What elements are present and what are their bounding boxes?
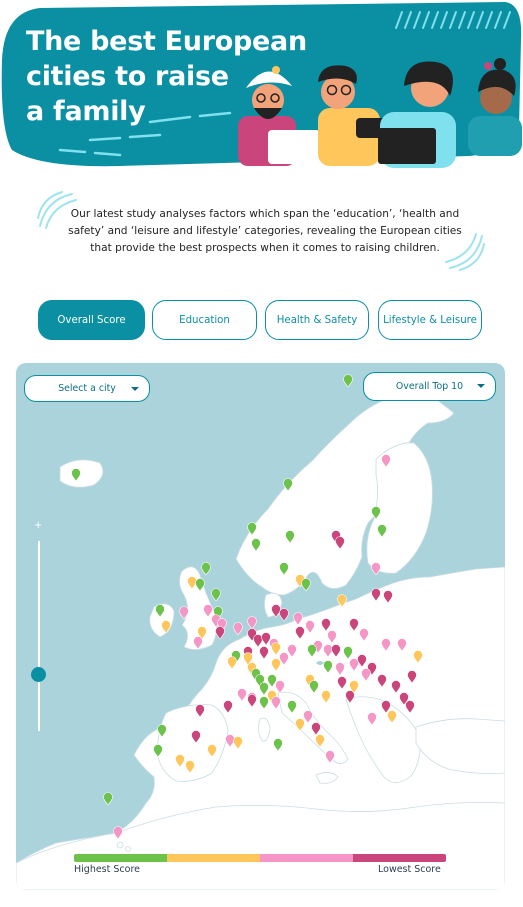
map-pin-icon[interactable] bbox=[382, 455, 391, 468]
map-pin-icon[interactable] bbox=[294, 613, 303, 626]
map-pin-icon[interactable] bbox=[338, 677, 347, 690]
ranking-select-dropdown[interactable] bbox=[363, 372, 496, 401]
map-pin-icon[interactable] bbox=[398, 639, 407, 652]
map-pin-icon[interactable] bbox=[204, 605, 213, 618]
map-pin-icon[interactable] bbox=[328, 631, 337, 644]
map-pin-icon[interactable] bbox=[288, 645, 297, 658]
chevron-down-icon bbox=[131, 387, 139, 391]
map-pin-icon[interactable] bbox=[408, 671, 417, 684]
map-pin-icon[interactable] bbox=[358, 655, 367, 668]
ranking-select-label: Overall Top 10 bbox=[395, 381, 464, 392]
chevron-down-icon bbox=[477, 384, 485, 388]
map-pin-icon[interactable] bbox=[382, 639, 391, 652]
map-pin-icon[interactable] bbox=[104, 793, 113, 806]
legend-color-green bbox=[74, 854, 167, 862]
map-pin-icon[interactable] bbox=[372, 507, 381, 520]
europe-map[interactable] bbox=[16, 363, 505, 890]
map-pin-icon[interactable] bbox=[280, 609, 289, 622]
map-pin-icon[interactable] bbox=[274, 739, 283, 752]
zoom-slider-track[interactable] bbox=[38, 541, 40, 731]
map-pin-icon[interactable] bbox=[304, 711, 313, 724]
map-pin-icon[interactable] bbox=[280, 653, 289, 666]
map-pin-icon[interactable] bbox=[312, 723, 321, 736]
map-pin-icon[interactable] bbox=[350, 619, 359, 632]
map-pin-icon[interactable] bbox=[362, 669, 371, 682]
map-pin-icon[interactable] bbox=[226, 735, 235, 748]
map-pin-icon[interactable] bbox=[372, 589, 381, 602]
map-pin-icon[interactable] bbox=[332, 645, 341, 658]
map-pin-icon[interactable] bbox=[196, 705, 205, 718]
map-pin-icon[interactable] bbox=[224, 701, 233, 714]
map-pin-icon[interactable] bbox=[286, 531, 295, 544]
legend-color-pink bbox=[260, 854, 353, 862]
map-pin-icon[interactable] bbox=[162, 621, 171, 634]
map-pin-icon[interactable] bbox=[384, 591, 393, 604]
map-pin-icon[interactable] bbox=[368, 713, 377, 726]
map-pin-icon[interactable] bbox=[306, 621, 315, 634]
map-pin-icon[interactable] bbox=[216, 627, 225, 640]
tab-overall-score[interactable]: Overall Score bbox=[38, 300, 145, 340]
map-pin-icon[interactable] bbox=[372, 563, 381, 576]
map-pin-icon[interactable] bbox=[360, 629, 369, 642]
map-pin-icon[interactable] bbox=[276, 681, 285, 694]
map-pin-icon[interactable] bbox=[176, 755, 185, 768]
map-pin-icon[interactable] bbox=[302, 578, 311, 591]
map-pin-icon[interactable] bbox=[406, 701, 415, 714]
map-pin-icon[interactable] bbox=[350, 659, 359, 672]
map-pin-icon[interactable] bbox=[158, 725, 167, 738]
map-pin-icon[interactable] bbox=[72, 469, 81, 482]
map-pin-icon[interactable] bbox=[262, 633, 271, 646]
city-markers[interactable] bbox=[16, 363, 505, 890]
map-pin-icon[interactable] bbox=[212, 589, 221, 602]
map-pin-icon[interactable] bbox=[228, 657, 237, 670]
score-legend-bar bbox=[74, 854, 446, 862]
map-pin-icon[interactable] bbox=[344, 375, 353, 388]
map-pin-icon[interactable] bbox=[324, 645, 333, 658]
map-pin-icon[interactable] bbox=[192, 731, 201, 744]
legend-color-yellow bbox=[167, 854, 260, 862]
map-pin-icon[interactable] bbox=[284, 479, 293, 492]
map-pin-icon[interactable] bbox=[322, 619, 331, 632]
title-line-2: cities to raise bbox=[26, 61, 229, 92]
map-pin-icon[interactable] bbox=[248, 617, 257, 630]
map-pin-icon[interactable] bbox=[260, 697, 269, 710]
map-pin-icon[interactable] bbox=[194, 637, 203, 650]
tab-lifestyle-leisure[interactable]: Lifestyle & Leisure bbox=[378, 300, 482, 340]
hero-banner bbox=[0, 0, 523, 172]
intro-paragraph bbox=[60, 206, 470, 257]
map-pin-icon[interactable] bbox=[254, 635, 263, 648]
map-pin-icon[interactable] bbox=[186, 761, 195, 774]
map-pin-icon[interactable] bbox=[388, 711, 397, 724]
map-pin-icon[interactable] bbox=[272, 605, 281, 618]
map-pin-icon[interactable] bbox=[154, 745, 163, 758]
legend-color-magenta bbox=[353, 854, 446, 862]
map-pin-icon[interactable] bbox=[344, 647, 353, 660]
map-pin-icon[interactable] bbox=[248, 523, 257, 536]
intro-line-3: that provide the best prospects when it comes to raising children. bbox=[90, 242, 440, 254]
city-select-label: Select a city bbox=[58, 383, 116, 394]
map-pin-icon[interactable] bbox=[272, 659, 281, 672]
map-pin-icon[interactable] bbox=[414, 651, 423, 664]
map-pin-icon[interactable] bbox=[260, 647, 269, 660]
map-pin-icon[interactable] bbox=[196, 579, 205, 592]
map-pin-icon[interactable] bbox=[188, 577, 197, 590]
map-pin-icon[interactable] bbox=[156, 605, 165, 618]
map-pin-icon[interactable] bbox=[252, 539, 261, 552]
intro-line-2: safety’ and ‘leisure and lifestyle’ categories, revealing the European cities bbox=[68, 225, 462, 237]
map-pin-icon[interactable] bbox=[310, 681, 319, 694]
zoom-in-icon[interactable]: + bbox=[34, 520, 43, 531]
map-pin-icon[interactable] bbox=[260, 683, 269, 696]
map-pin-icon[interactable] bbox=[308, 645, 317, 658]
map-pin-icon[interactable] bbox=[234, 737, 243, 750]
map-pin-icon[interactable] bbox=[326, 751, 335, 764]
map-pin-icon[interactable] bbox=[336, 537, 345, 550]
map-pin-icon[interactable] bbox=[248, 695, 257, 708]
map-pin-icon[interactable] bbox=[114, 827, 123, 840]
tab-education[interactable]: Education bbox=[152, 300, 257, 340]
map-pin-icon[interactable] bbox=[238, 689, 247, 702]
city-select-dropdown[interactable] bbox=[24, 375, 150, 402]
map-pin-icon[interactable] bbox=[316, 735, 325, 748]
map-pin-icon[interactable] bbox=[272, 643, 281, 656]
map-pin-icon[interactable] bbox=[234, 623, 243, 636]
map-pin-icon[interactable] bbox=[338, 595, 347, 608]
map-pin-icon[interactable] bbox=[378, 675, 387, 688]
tab-health-safety[interactable]: Health & Safety bbox=[265, 300, 369, 340]
title-line-1: The best European bbox=[26, 26, 307, 57]
legend-lowest-label: Lowest Score bbox=[378, 864, 441, 875]
map-pin-icon[interactable] bbox=[296, 627, 305, 640]
intro-line-1: Our latest study analyses factors which span the ‘education’, ‘health and bbox=[70, 208, 460, 220]
zoom-slider-handle[interactable] bbox=[31, 667, 46, 682]
map-pin-icon[interactable] bbox=[392, 681, 401, 694]
map-pin-icon[interactable] bbox=[272, 697, 281, 710]
map-pin-icon[interactable] bbox=[336, 663, 345, 676]
map-pin-icon[interactable] bbox=[280, 563, 289, 576]
map-pin-icon[interactable] bbox=[288, 701, 297, 714]
page-title bbox=[26, 24, 316, 129]
map-pin-icon[interactable] bbox=[378, 525, 387, 538]
map-pin-icon[interactable] bbox=[382, 701, 391, 714]
map-pin-icon[interactable] bbox=[180, 607, 189, 620]
title-line-3: a family bbox=[26, 96, 146, 127]
map-pin-icon[interactable] bbox=[322, 691, 331, 704]
map-pin-icon[interactable] bbox=[296, 719, 305, 732]
map-pin-icon[interactable] bbox=[202, 563, 211, 576]
map-pin-icon[interactable] bbox=[324, 661, 333, 674]
legend-highest-label: Highest Score bbox=[74, 864, 140, 875]
map-pin-icon[interactable] bbox=[268, 675, 277, 688]
map-pin-icon[interactable] bbox=[208, 745, 217, 758]
